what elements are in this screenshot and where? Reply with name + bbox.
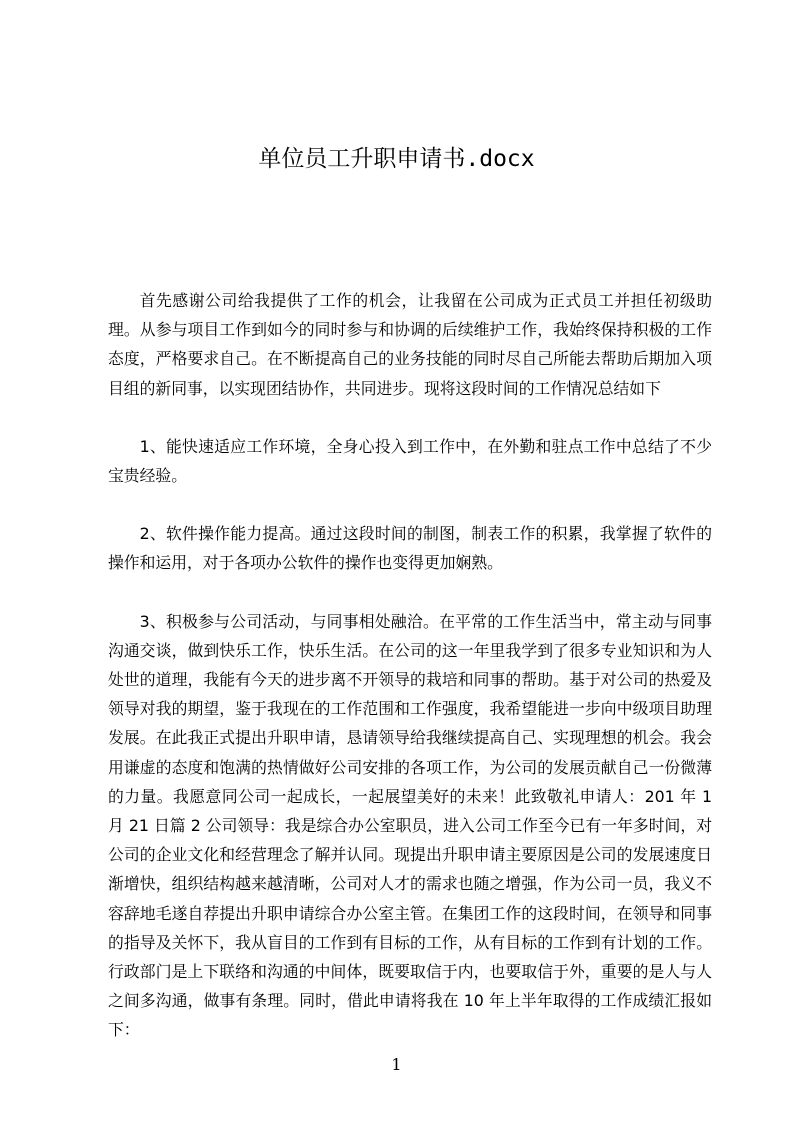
page-number: 1 — [391, 1055, 402, 1074]
document-title: 单位员工升职申请书.docx — [258, 146, 535, 172]
paragraph-point-3: 3、积极参与公司活动，与同事相处融洽。在平常的工作生活当中，常主动与同事沟通交谈，做到快乐工作，快乐生活。在公司的这一年里我学到了很多专业知识和为人处世的道理，我能有今天的进步离不开领导的栽培和同事的帮助。基于对公司的热爱及领导对我的期望，鉴于我现在的工作范围和工作强度，我希望能进一步向中级项目助理发展。在此我正式提出升职申请，恳请领导给我继续提高自己、实现理想的机会。我会用谦虚的态度和饱满的热情做好公司安排的各项工作，为公司的发展贡献自己一份微薄的力量。我愿意同公司一起成长，一起展望美好的未来！此致敬礼申请人：201 年 1 月 21 日篇 2 公司领导：我是综合办公室职员，进入公司工作至今已有一年多时间，对公司的企业文化和经营理念了解并认同。现提出升职申请主要原因是公司的发展速度日渐增快，组织结构越来越清晰，公司对人才的需求也随之增强，作为公司一员，我义不容辞地毛遂自荐提出升职申请综合办公室主管。在集团工作的这段时间，在领导和同事的指导及关怀下，我从盲目的工作到有目标的工作，从有目标的工作到有计划的工作。行政部门是上下联络和沟通的中间体，既要取信于内，也要取信于外，重要的是人与人之间多沟通，做事有条理。同时，借此申请将我在 10 年上半年取得的工作成绩汇报如下： — [108, 611, 712, 1040]
paragraph-intro: 首先感谢公司给我提供了工作的机会，让我留在公司成为正式员工并担任初级助理。从参与项目工作到如今的同时参与和协调的后续维护工作，我始终保持积极的工作态度，严格要求自己。在不断提高自己的业务技能的同时尽自己所能去帮助后期加入项目组的新同事，以实现团结协作，共同进步。现将这段时间的工作情况总结如下 — [108, 291, 712, 398]
document-body — [108, 286, 712, 1045]
paragraph-point-1: 1、能快速适应工作环境，全身心投入到工作中，在外勤和驻点工作中总结了不少宝贵经验。 — [108, 436, 712, 486]
paragraph-point-2: 2、软件操作能力提高。通过这段时间的制图，制表工作的积累，我掌握了软件的操作和运用，对于各项办公软件的操作也变得更加娴熟。 — [108, 524, 712, 573]
